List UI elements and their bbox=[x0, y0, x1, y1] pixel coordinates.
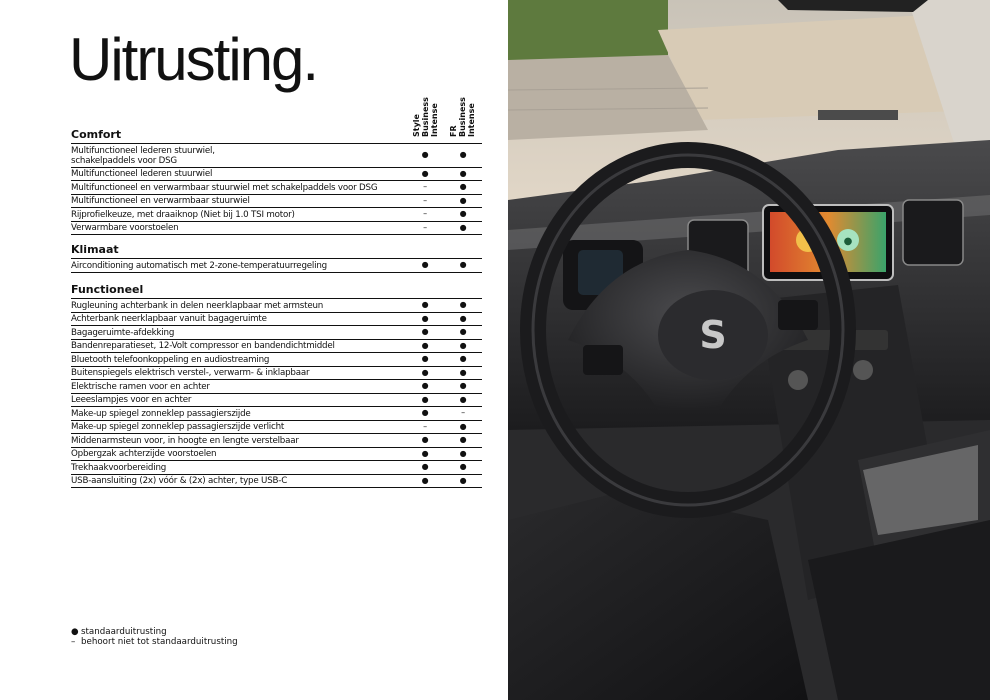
car-interior-illustration bbox=[508, 0, 990, 700]
page-title: Uitrusting. bbox=[69, 26, 318, 93]
feature-label: Buitenspiegels elektrisch verstel-, verwarm- & inklapbaar bbox=[71, 368, 310, 378]
feature-label: Rugleuning achterbank in delen neerklapbaar met armsteun bbox=[71, 300, 324, 311]
section-title: Functioneel bbox=[71, 283, 482, 299]
availability-style-business-intense: ● bbox=[421, 435, 429, 445]
feature-label: Verwarmbare voorstoelen bbox=[71, 223, 179, 233]
feature-label: Make-up spiegel zonneklep passagierszijde verlicht bbox=[71, 422, 285, 432]
feature-label: Rijprofielkeuze, met draaiknop (Niet bij 1.0 TSI motor) bbox=[71, 209, 295, 220]
feature-label: Middenarmsteun voor, in hoogte en lengte verstelbaar bbox=[71, 435, 299, 446]
availability-fr-business-intense: ● bbox=[459, 182, 467, 192]
table-row bbox=[71, 380, 482, 394]
feature-label: Achterbank neerklapbaar vanuit bagageruimte bbox=[71, 314, 267, 324]
availability-fr-business-intense: – bbox=[461, 408, 465, 418]
availability-style-business-intense: ● bbox=[421, 300, 429, 310]
availability-style-business-intense: ● bbox=[421, 381, 429, 391]
screen-icon: ● bbox=[843, 236, 853, 247]
availability-fr-business-intense: ● bbox=[459, 381, 467, 391]
availability-style-business-intense: – bbox=[423, 209, 427, 219]
feature-label: USB-aansluiting (2x) vóór & (2x) achter, type USB-C bbox=[71, 476, 288, 486]
availability-style-business-intense: ● bbox=[421, 313, 429, 323]
table-row bbox=[71, 340, 482, 354]
availability-fr-business-intense: ● bbox=[459, 313, 467, 323]
availability-style-business-intense: ● bbox=[421, 475, 429, 485]
table-row bbox=[71, 461, 482, 475]
table-row bbox=[71, 208, 482, 222]
availability-fr-business-intense: ● bbox=[459, 222, 467, 232]
availability-style-business-intense: ● bbox=[421, 327, 429, 337]
availability-fr-business-intense: ● bbox=[459, 354, 467, 364]
section-comfort bbox=[71, 128, 482, 235]
table-row bbox=[71, 394, 482, 408]
table-row bbox=[71, 181, 482, 195]
availability-fr-business-intense: ● bbox=[459, 168, 467, 178]
availability-fr-business-intense: ● bbox=[459, 367, 467, 377]
table-row bbox=[71, 367, 482, 381]
availability-style-business-intense: – bbox=[423, 222, 427, 232]
column-header-line: Business bbox=[458, 97, 467, 137]
availability-style-business-intense: ● bbox=[421, 462, 429, 472]
legend-item bbox=[71, 627, 238, 637]
availability-fr-business-intense: ● bbox=[459, 462, 467, 472]
section-functioneel bbox=[71, 283, 482, 488]
column-header-line: Style bbox=[412, 114, 421, 137]
availability-fr-business-intense: ● bbox=[459, 195, 467, 205]
legend-item bbox=[71, 637, 238, 647]
seat-logo-icon: S bbox=[699, 313, 727, 357]
availability-style-business-intense: – bbox=[423, 421, 427, 431]
availability-style-business-intense: ● bbox=[421, 394, 429, 404]
legend-symbol: – bbox=[71, 637, 76, 647]
feature-label: Make-up spiegel zonneklep passagierszijde bbox=[71, 408, 251, 419]
availability-fr-business-intense: ● bbox=[459, 421, 467, 431]
availability-style-business-intense: ● bbox=[421, 260, 429, 270]
feature-label: Elektrische ramen voor en achter bbox=[71, 381, 210, 392]
legend-text: standaarduitrusting bbox=[81, 627, 167, 637]
availability-fr-business-intense: ● bbox=[459, 475, 467, 485]
table-row bbox=[71, 421, 482, 435]
feature-label: Leeeslampjes voor en achter bbox=[71, 395, 192, 405]
table-row bbox=[71, 195, 482, 209]
availability-fr-business-intense: ● bbox=[459, 260, 467, 270]
feature-label: Airconditioning automatisch met 2-zone-temperatuurregeling bbox=[71, 260, 327, 271]
availability-style-business-intense: ● bbox=[421, 448, 429, 458]
table-row bbox=[71, 475, 482, 489]
table-row bbox=[71, 448, 482, 462]
legend bbox=[71, 627, 238, 647]
availability-fr-business-intense: ● bbox=[459, 300, 467, 310]
availability-fr-business-intense: ● bbox=[459, 340, 467, 350]
availability-fr-business-intense: ● bbox=[459, 209, 467, 219]
section-klimaat bbox=[71, 243, 482, 273]
availability-style-business-intense: – bbox=[423, 182, 427, 192]
table-row bbox=[71, 144, 482, 168]
section-title: Klimaat bbox=[71, 243, 482, 259]
table-row bbox=[71, 259, 482, 273]
car-interior-photo bbox=[508, 0, 990, 700]
feature-label: Trekhaakvoorbereiding bbox=[71, 462, 167, 473]
column-header-line: Intense bbox=[467, 103, 476, 137]
table-row bbox=[71, 313, 482, 327]
availability-fr-business-intense: ● bbox=[459, 394, 467, 404]
table-row bbox=[71, 326, 482, 340]
table-row bbox=[71, 168, 482, 182]
feature-label: Multifunctioneel en verwarmbaar stuurwiel met schakelpaddels voor DSG bbox=[71, 182, 378, 193]
availability-style-business-intense: ● bbox=[421, 340, 429, 350]
availability-style-business-intense: ● bbox=[421, 408, 429, 418]
availability-fr-business-intense: ● bbox=[459, 327, 467, 337]
table-row bbox=[71, 299, 482, 313]
table-row bbox=[71, 434, 482, 448]
availability-fr-business-intense: ● bbox=[459, 435, 467, 445]
availability-style-business-intense: – bbox=[423, 195, 427, 205]
table-row bbox=[71, 222, 482, 236]
feature-label: Multifunctioneel en verwarmbaar stuurwiel bbox=[71, 196, 250, 206]
availability-fr-business-intense: ● bbox=[459, 448, 467, 458]
availability-style-business-intense: ● bbox=[421, 354, 429, 364]
feature-label: Bandenreparatieset, 12-Volt compressor en bandendichtmiddel bbox=[71, 341, 335, 351]
feature-label: Multifunctioneel lederen stuurwiel bbox=[71, 169, 213, 179]
section-title: Comfort bbox=[71, 128, 482, 144]
column-header-line: Business bbox=[421, 97, 430, 137]
feature-label: Bluetooth telefoonkoppeling en audiostreaming bbox=[71, 354, 270, 365]
availability-style-business-intense: ● bbox=[421, 150, 429, 160]
availability-style-business-intense: ● bbox=[421, 367, 429, 377]
legend-symbol: ● bbox=[71, 627, 79, 637]
feature-label: Opbergzak achterzijde voorstoelen bbox=[71, 449, 217, 459]
table-row bbox=[71, 353, 482, 367]
table-row bbox=[71, 407, 482, 421]
feature-label: Multifunctioneel lederen stuurwiel, schakelpaddels voor DSG bbox=[71, 145, 215, 166]
feature-label: Bagageruimte-afdekking bbox=[71, 327, 175, 338]
column-header-line: FR bbox=[449, 125, 458, 137]
column-header-line: Intense bbox=[430, 103, 439, 137]
availability-fr-business-intense: ● bbox=[459, 150, 467, 160]
legend-text: behoort niet tot standaarduitrusting bbox=[81, 637, 238, 647]
availability-style-business-intense: ● bbox=[421, 168, 429, 178]
